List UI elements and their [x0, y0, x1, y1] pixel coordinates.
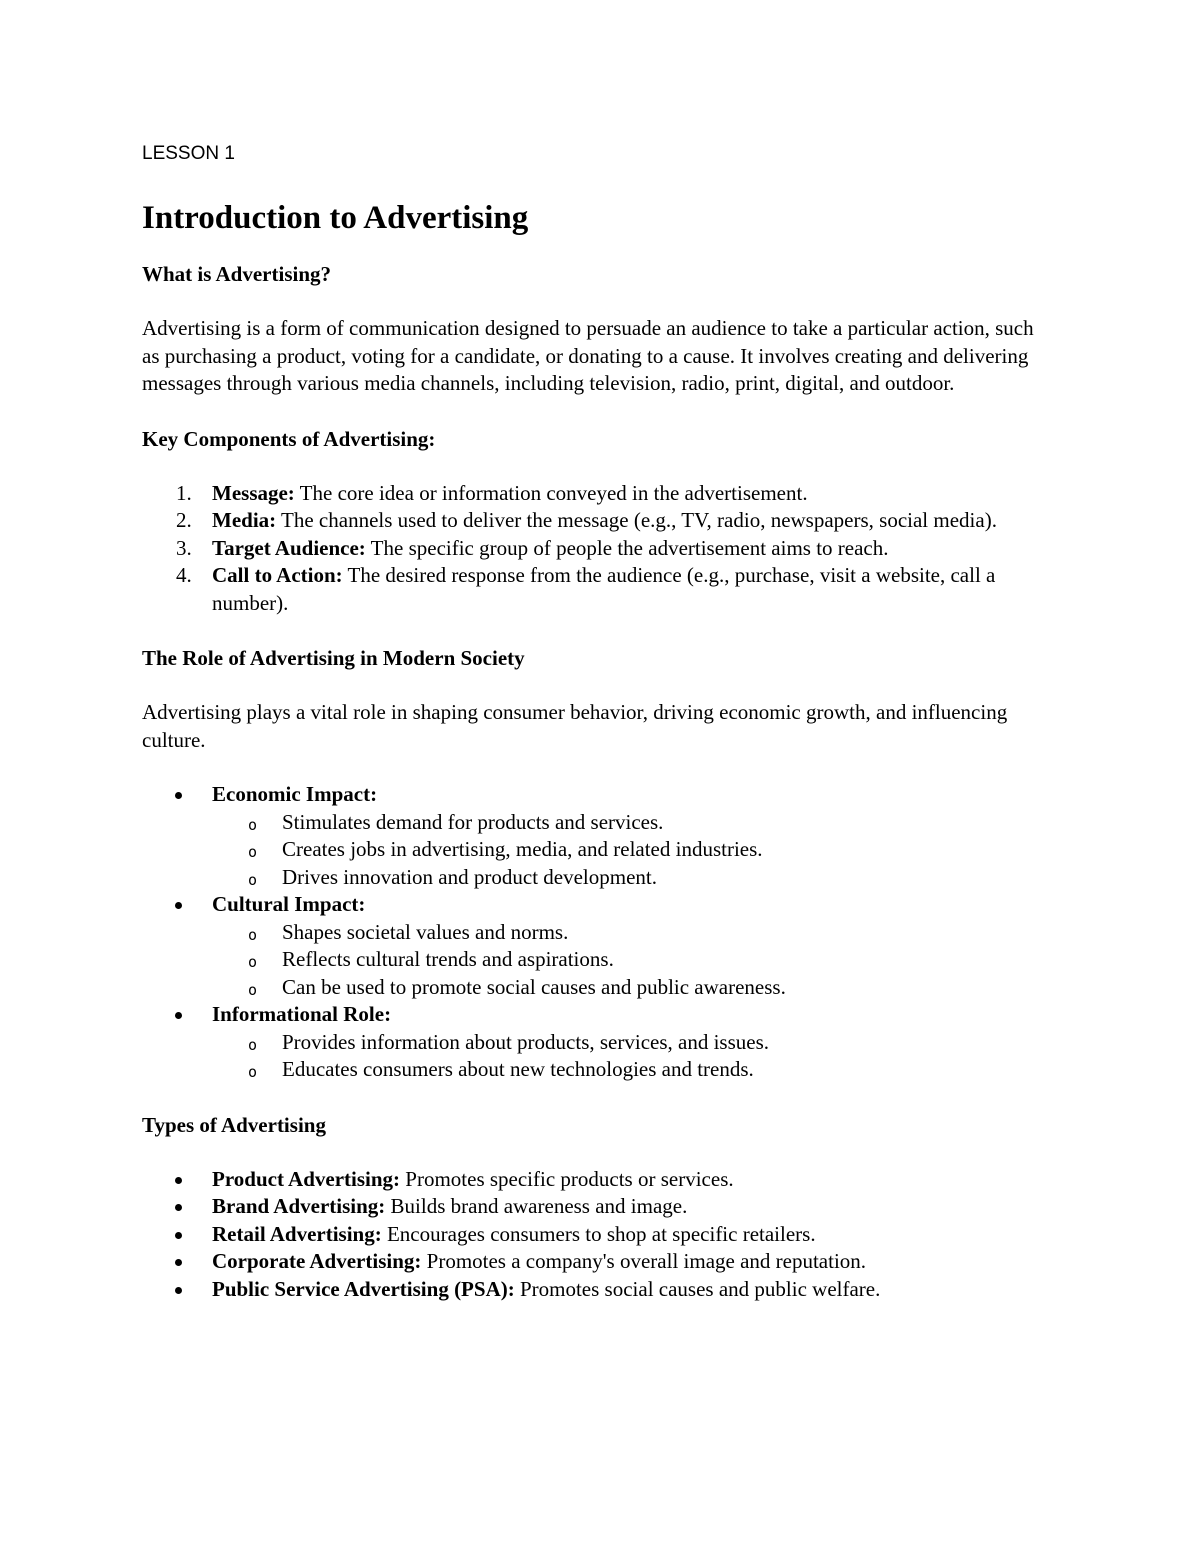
type-description: Builds brand awareness and image.: [385, 1194, 688, 1218]
sub-list-item: [212, 864, 1052, 892]
sub-item-text: Drives innovation and product development.: [282, 864, 657, 889]
sub-list-item: [212, 946, 1052, 974]
circle-bullet-icon: o: [248, 1063, 258, 1081]
list-number: 4.: [176, 563, 192, 587]
component-description: The desired response from the audience (e.g., purchase, visit a website, call a number).: [212, 563, 996, 615]
list-item: [142, 1276, 1052, 1304]
type-term: Brand Advertising:: [212, 1194, 386, 1218]
bullet-icon: [175, 902, 182, 909]
key-components-list: [142, 480, 1052, 618]
sub-item-text: Educates consumers about new technologies and trends.: [282, 1057, 754, 1081]
bullet-icon: [175, 1012, 182, 1019]
circle-bullet-icon: o: [248, 953, 258, 971]
circle-bullet-icon: o: [248, 980, 258, 999]
list-item: [142, 535, 1052, 563]
key-components-heading: Key Components of Advertising:: [142, 426, 436, 451]
component-term: Media:: [212, 508, 277, 532]
role-of-advertising-paragraph: Advertising plays a vital role in shaping consumer behavior, driving economic growth, and influencing culture.: [142, 700, 1008, 752]
lesson-label: LESSON 1: [142, 143, 235, 164]
sub-item-text: Reflects cultural trends and aspirations.: [282, 947, 614, 971]
list-item: [142, 781, 1052, 891]
sub-list-item: [212, 1056, 1052, 1084]
type-term: Product Advertising:: [212, 1166, 401, 1191]
type-term: Public Service Advertising (PSA):: [212, 1276, 515, 1301]
role-impact-list: [142, 781, 1052, 1084]
type-term: Retail Advertising:: [212, 1221, 382, 1246]
list-number: 2.: [176, 508, 192, 532]
what-is-advertising-heading: What is Advertising?: [142, 262, 332, 286]
list-item: [142, 562, 1052, 617]
impact-term: Economic Impact:: [212, 782, 378, 806]
type-description: Promotes specific products or services.: [400, 1166, 734, 1191]
component-description: The specific group of people the advertisement aims to reach.: [365, 535, 889, 560]
circle-bullet-icon: o: [248, 870, 258, 889]
type-term: Corporate Advertising:: [212, 1249, 422, 1273]
component-description: The core idea or information conveyed in the advertisement.: [294, 480, 808, 505]
type-description: Promotes social causes and public welfare.: [514, 1276, 881, 1301]
sub-list: [212, 919, 1052, 1002]
component-term: Target Audience:: [212, 535, 366, 560]
sub-item-text: Provides information about products, services, and issues.: [282, 1029, 769, 1054]
sub-list-item: [212, 974, 1052, 1002]
sub-list-item: [212, 836, 1052, 864]
impact-term: Cultural Impact:: [212, 892, 366, 916]
bullet-icon: [175, 1177, 182, 1184]
list-item: [142, 507, 1052, 535]
circle-bullet-icon: o: [248, 925, 258, 944]
sub-list: [212, 809, 1052, 892]
bullet-icon: [175, 792, 182, 799]
sub-item-text: Shapes societal values and norms.: [282, 919, 569, 944]
circle-bullet-icon: o: [248, 1035, 258, 1054]
circle-bullet-icon: o: [248, 843, 258, 861]
sub-item-text: Stimulates demand for products and services.: [282, 809, 664, 834]
role-of-advertising-heading: The Role of Advertising in Modern Society: [142, 646, 525, 670]
component-term: Message:: [212, 480, 295, 505]
type-description: Encourages consumers to shop at specific retailers.: [381, 1221, 816, 1246]
component-term: Call to Action:: [212, 563, 343, 587]
sub-list-item: [212, 919, 1052, 947]
list-number: 1.: [176, 480, 192, 505]
sub-list-item: [212, 1029, 1052, 1057]
list-item: [142, 480, 1052, 508]
list-number: 3.: [176, 535, 192, 560]
list-item: [142, 1221, 1052, 1249]
bullet-icon: [175, 1204, 182, 1211]
list-item: [142, 1166, 1052, 1194]
bullet-icon: [175, 1287, 182, 1294]
bullet-icon: [175, 1232, 182, 1239]
impact-term: Informational Role:: [212, 1002, 392, 1026]
document-body: [142, 140, 1052, 1303]
sub-item-text: Creates jobs in advertising, media, and related industries.: [282, 837, 763, 861]
list-item: [142, 891, 1052, 1001]
component-description: The channels used to deliver the message (e.g., TV, radio, newspapers, social media).: [276, 508, 997, 532]
sub-item-text: Can be used to promote social causes and public awareness.: [282, 974, 786, 999]
circle-bullet-icon: o: [248, 815, 258, 834]
type-description: Promotes a company's overall image and reputation.: [421, 1249, 867, 1273]
document-title: Introduction to Advertising: [142, 200, 529, 236]
types-of-advertising-heading: Types of Advertising: [142, 1112, 326, 1137]
list-item: [142, 1193, 1052, 1221]
bullet-icon: [175, 1259, 182, 1266]
sub-list: [212, 1029, 1052, 1084]
list-item: [142, 1248, 1052, 1276]
list-item: [142, 1001, 1052, 1084]
sub-list-item: [212, 809, 1052, 837]
what-is-advertising-paragraph: Advertising is a form of communication designed to persuade an audience to take a particular action, such as purchasing a product, voting for a candidate, or donating to a cause. It involves creating and delivering messages through various media channels, including television, radio, print, digital, and outdoor.: [142, 316, 1034, 395]
types-list: [142, 1166, 1052, 1304]
